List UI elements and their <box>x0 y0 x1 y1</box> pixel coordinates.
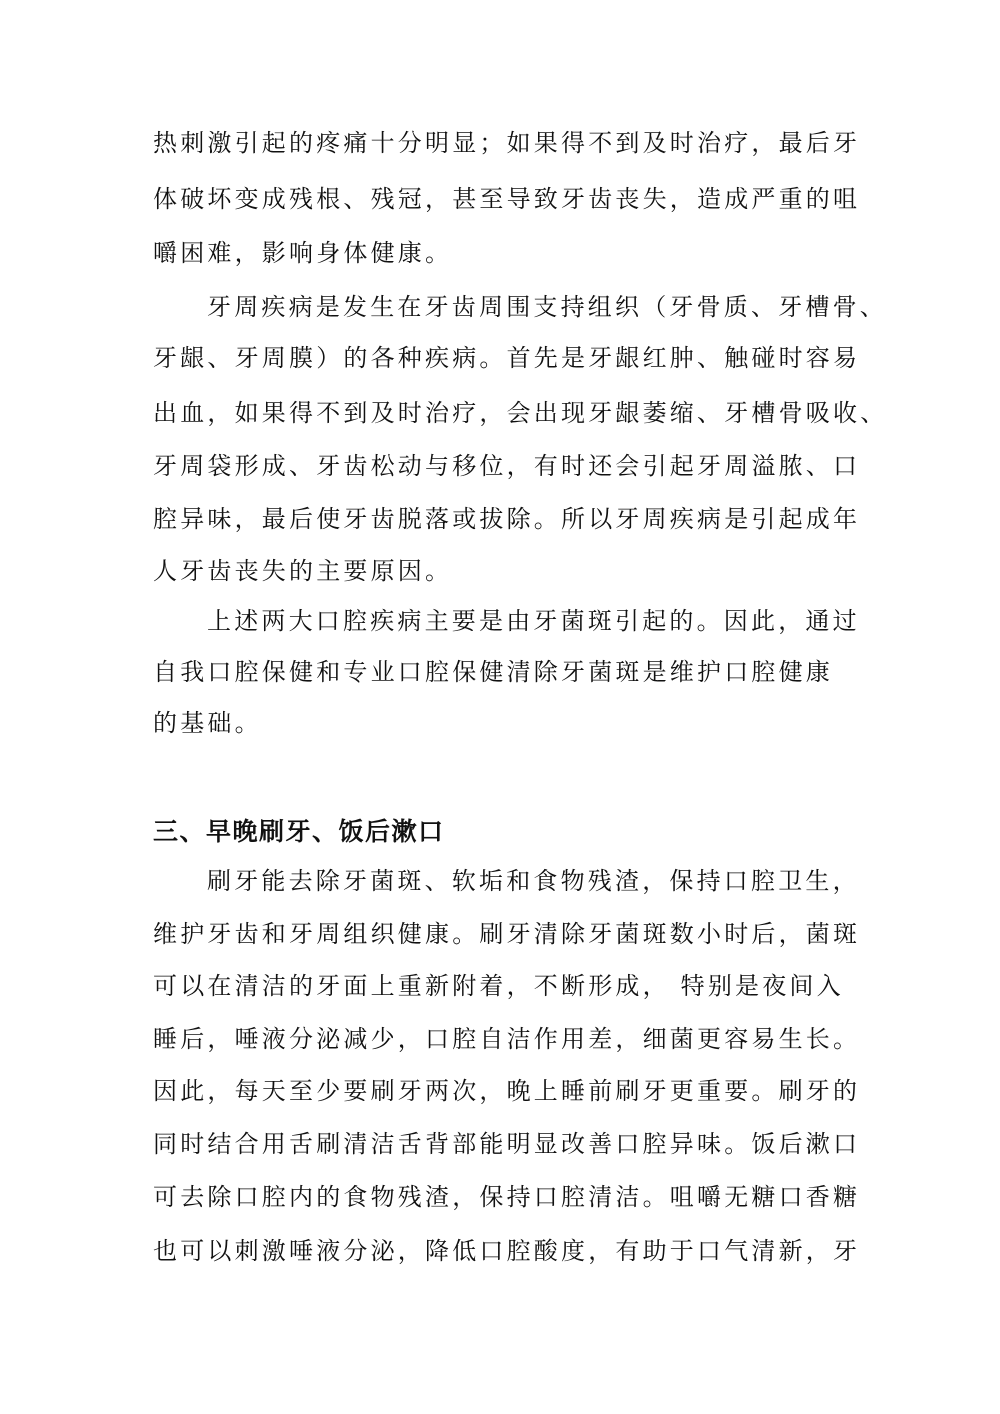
text-line: 也可以刺激唾液分泌，降低口腔酸度，有助于口气清新，牙 <box>153 1237 861 1265</box>
text-line: 人牙齿丧失的主要原因。 <box>153 557 453 585</box>
text-line: 可去除口腔内的食物残渣，保持口腔清洁。咀嚼无糖口香糖 <box>153 1183 861 1211</box>
text-line: 出血，如果得不到及时治疗，会出现牙龈萎缩、牙槽骨吸收、 <box>153 399 888 427</box>
paragraph-first-line: 上述两大口腔疾病主要是由牙菌斑引起的。因此，通过 <box>207 607 860 635</box>
text-line: 因此，每天至少要刷牙两次，晚上睡前刷牙更重要。刷牙的 <box>153 1077 861 1105</box>
text-line: 热刺激引起的疼痛十分明显；如果得不到及时治疗，最后牙 <box>153 129 861 157</box>
text-line: 维护牙齿和牙周组织健康。刷牙清除牙菌斑数小时后，菌斑 <box>153 920 861 948</box>
paragraph-first-line: 刷牙能去除牙菌斑、软垢和食物残渣，保持口腔卫生， <box>207 867 860 895</box>
text-line: 睡后，唾液分泌减少，口腔自洁作用差，细菌更容易生长。 <box>153 1025 861 1053</box>
section-heading: 三、早晚刷牙、饭后漱口 <box>153 817 445 846</box>
paragraph-first-line: 牙周疾病是发生在牙齿周围支持组织（牙骨质、牙槽骨、 <box>207 293 887 321</box>
text-line: 嚼困难，影响身体健康。 <box>153 239 453 267</box>
text-line: 的基础。 <box>153 709 262 737</box>
text-line: 腔异味，最后使牙齿脱落或拔除。所以牙周疾病是引起成年 <box>153 505 861 533</box>
text-line: 自我口腔保健和专业口腔保健清除牙菌斑是维护口腔健康 <box>153 658 833 686</box>
text-line: 同时结合用舌刷清洁舌背部能明显改善口腔异味。饭后漱口 <box>153 1130 861 1158</box>
text-line: 牙龈、牙周膜）的各种疾病。首先是牙龈红肿、触碰时容易 <box>153 344 861 372</box>
text-line: 体破坏变成残根、残冠，甚至导致牙齿丧失，造成严重的咀 <box>153 185 861 213</box>
text-line: 牙周袋形成、牙齿松动与移位，有时还会引起牙周溢脓、口 <box>153 452 861 480</box>
text-line: 可以在清洁的牙面上重新附着，不断形成， 特别是夜间入 <box>153 972 844 1000</box>
